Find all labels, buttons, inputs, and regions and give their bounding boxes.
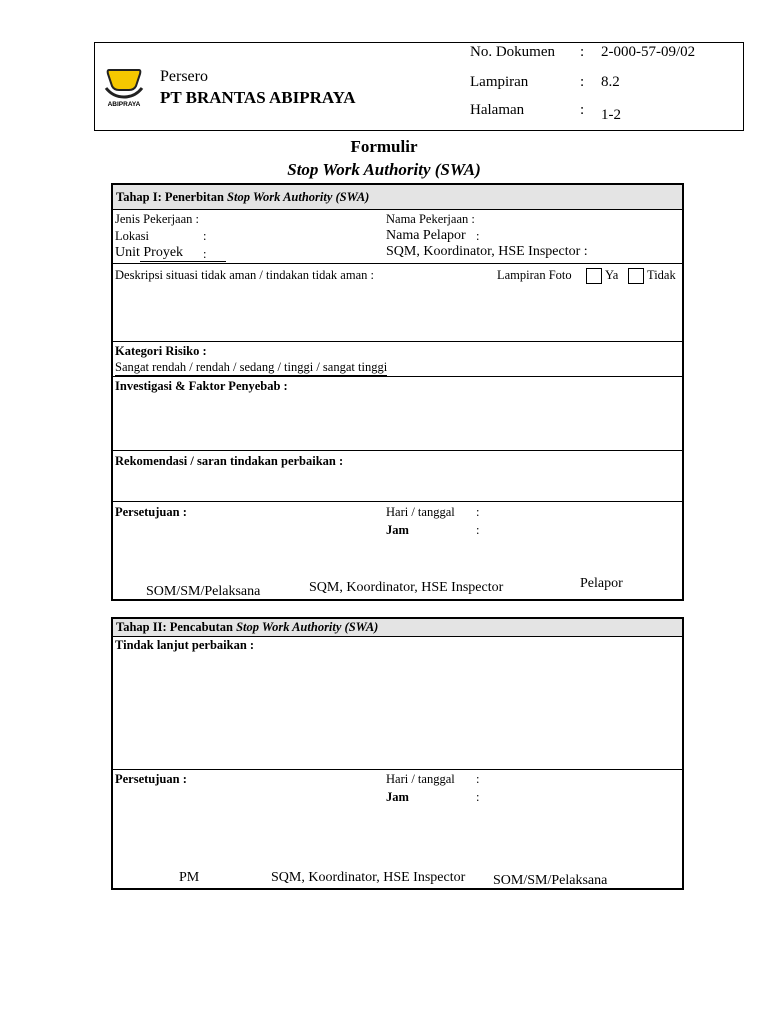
- divider: [111, 636, 684, 637]
- rekomendasi-label: Rekomendasi / saran tindakan perbaikan :: [115, 454, 344, 468]
- doc-no-value: 2-000-57-09/02: [601, 44, 696, 60]
- investigasi-label: Investigasi & Faktor Penyebab :: [115, 379, 288, 393]
- unit-proyek-colon: :: [203, 247, 207, 261]
- stage2-hari-tanggal-label: Hari / tanggal: [386, 772, 455, 786]
- ya-label: Ya: [605, 268, 619, 282]
- logo-text: ABIPRAYA: [107, 101, 141, 108]
- hari-tanggal-label: Hari / tanggal: [386, 505, 455, 519]
- tidak-checkbox[interactable]: [628, 268, 644, 284]
- signature-sqm-hse-2: SQM, Koordinator, HSE Inspector: [271, 870, 466, 885]
- halaman-colon: :: [580, 102, 585, 118]
- stage1-heading-italic: Stop Work Authority (SWA): [227, 190, 370, 204]
- divider: [111, 450, 684, 451]
- divider: [111, 501, 684, 502]
- unit-proyek-underline: [140, 261, 226, 262]
- jenis-pekerjaan-label: Jenis Pekerjaan :: [115, 212, 200, 226]
- lampiran-foto-label: Lampiran Foto: [497, 268, 572, 282]
- ya-checkbox[interactable]: [586, 268, 602, 284]
- tidak-label: Tidak: [647, 268, 676, 282]
- divider: [111, 209, 684, 210]
- kategori-risiko-label: Kategori Risiko :: [115, 344, 207, 358]
- divider: [111, 341, 684, 342]
- sqm-label: SQM, Koordinator, HSE Inspector :: [386, 244, 588, 259]
- signature-pelapor: Pelapor: [580, 576, 623, 591]
- persetujuan-label: Persetujuan :: [115, 505, 187, 519]
- stage1-heading: Tahap I: Penerbitan Stop Work Authority (SWA): [116, 190, 370, 204]
- company-logo: [103, 66, 145, 108]
- lokasi-label: Lokasi: [115, 229, 150, 243]
- lampiran-label: Lampiran: [470, 74, 529, 90]
- stage2-jam-colon: :: [476, 790, 480, 804]
- form-subtitle: Stop Work Authority (SWA): [287, 160, 481, 179]
- halaman-label: Halaman: [470, 102, 525, 118]
- nama-pelapor-label: Nama Pelapor: [386, 228, 466, 243]
- stage2-hari-tanggal-colon: :: [476, 772, 480, 786]
- lampiran-value: 8.2: [601, 74, 620, 90]
- jam-label: Jam: [386, 523, 409, 537]
- nama-pekerjaan-label: Nama Pekerjaan :: [386, 212, 475, 226]
- unit-proyek-label: Unit Proyek: [115, 245, 184, 260]
- hari-tanggal-colon: :: [476, 505, 480, 519]
- halaman-value: 1-2: [601, 107, 621, 123]
- nama-pelapor-colon: :: [476, 229, 480, 243]
- signature-som-sm-pelaksana-2: SOM/SM/Pelaksana: [493, 873, 608, 888]
- tindak-lanjut-label: Tindak lanjut perbaikan :: [115, 638, 255, 652]
- stage2-frame: [111, 617, 684, 890]
- deskripsi-label: Deskripsi situasi tidak aman / tindakan tidak aman :: [115, 268, 374, 282]
- divider: [111, 769, 684, 770]
- stage2-heading-italic: Stop Work Authority (SWA): [236, 620, 379, 634]
- signature-som-sm-pelaksana: SOM/SM/Pelaksana: [146, 584, 261, 599]
- lokasi-colon: :: [203, 229, 207, 243]
- divider: [111, 376, 684, 377]
- persero-label: Persero: [160, 68, 208, 85]
- kategori-options: Sangat rendah / rendah / sedang / tinggi / sangat tinggi: [115, 360, 388, 374]
- form-title: Formulir: [350, 137, 418, 156]
- doc-no-colon: :: [580, 44, 585, 60]
- signature-pm: PM: [179, 870, 200, 885]
- stage2-heading: Tahap II: Pencabutan Stop Work Authority (SWA): [116, 620, 379, 634]
- signature-sqm-hse: SQM, Koordinator, HSE Inspector: [309, 580, 504, 595]
- doc-no-label: No. Dokumen: [470, 44, 555, 60]
- divider: [111, 263, 684, 264]
- lampiran-colon: :: [580, 74, 585, 90]
- company-name: PT BRANTAS ABIPRAYA: [160, 88, 356, 107]
- stage2-persetujuan-label: Persetujuan :: [115, 772, 187, 786]
- stage2-jam-label: Jam: [386, 790, 409, 804]
- jam-colon: :: [476, 523, 480, 537]
